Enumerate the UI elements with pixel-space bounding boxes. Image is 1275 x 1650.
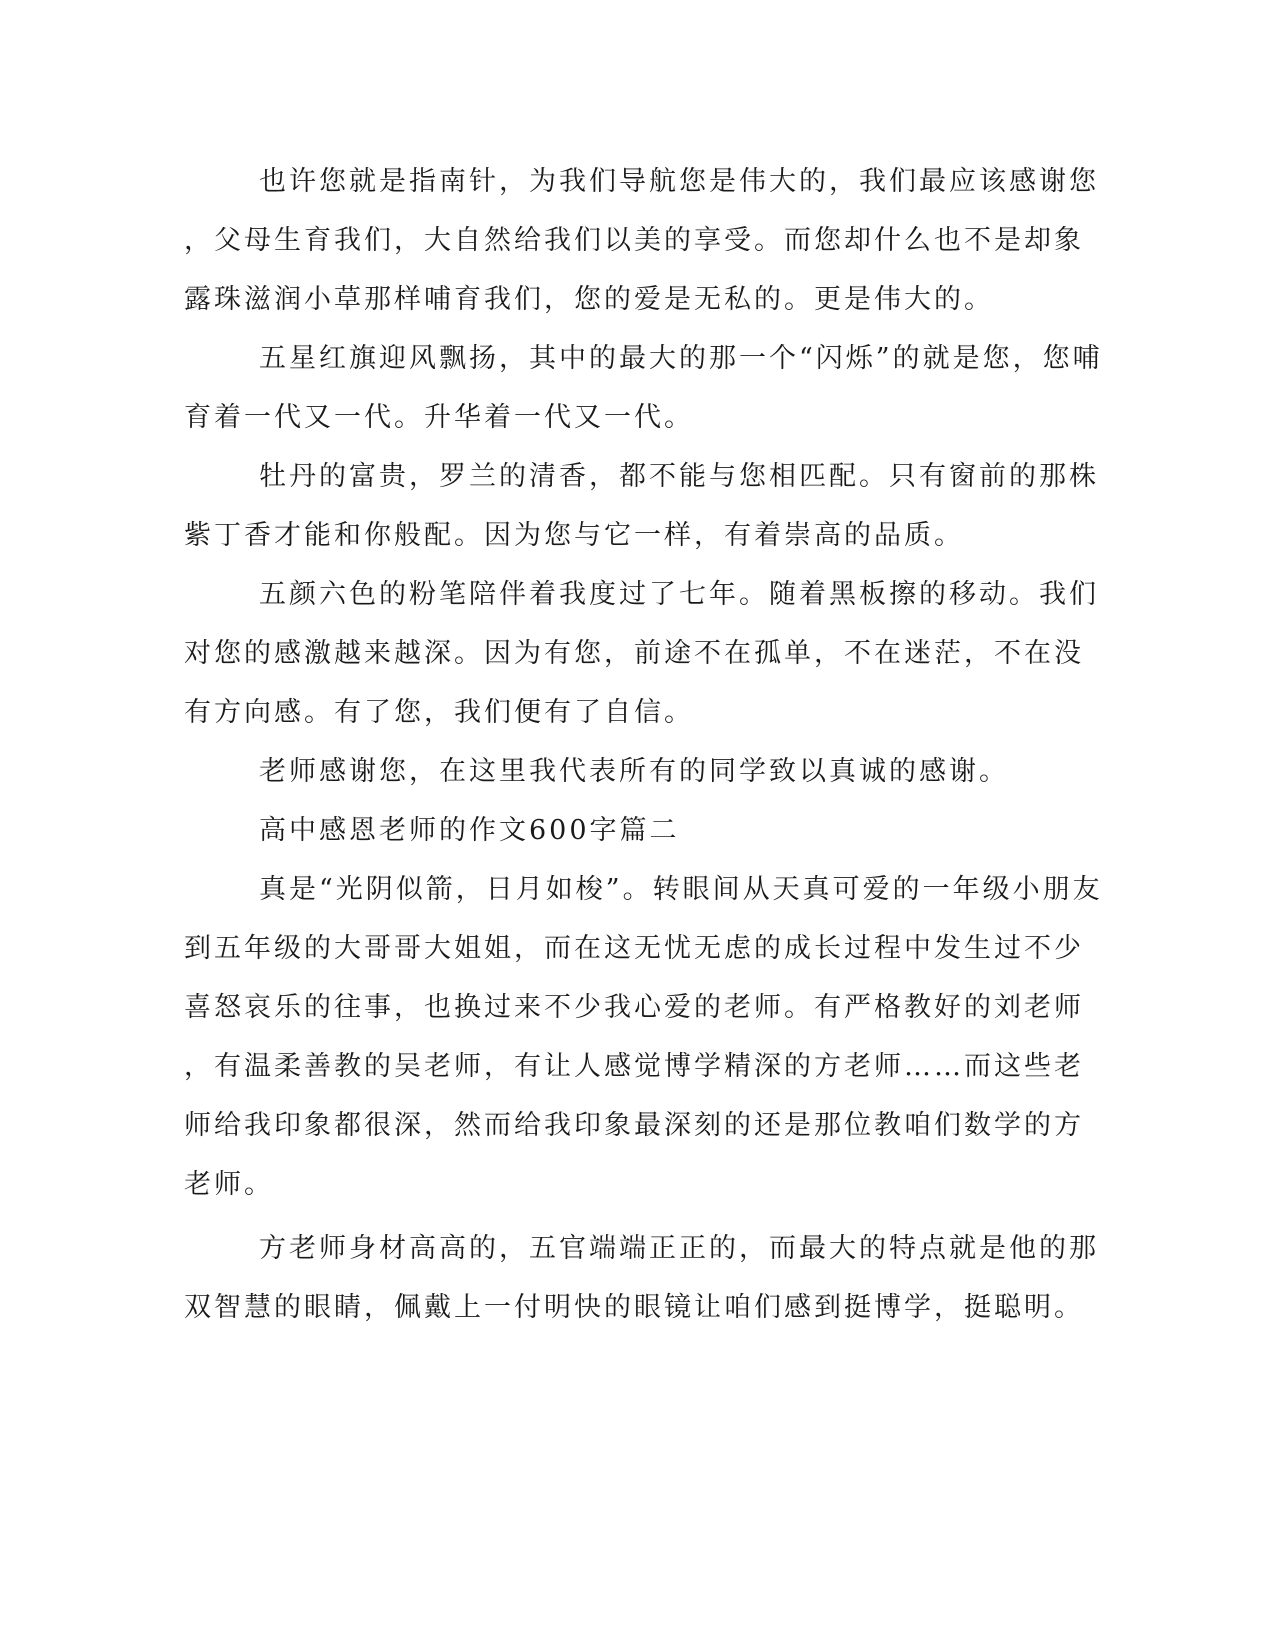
text-line: 对您的感激越来越深。因为有您，前途不在孤单，不在迷茫，不在没 (184, 638, 1084, 669)
text-line: 老师感谢您，在这里我代表所有的同学致以真诚的感谢。 (259, 756, 1009, 787)
text-line: ，父母生育我们，大自然给我们以美的享受。而您却什么也不是却象 (184, 225, 1084, 256)
text-line: 育着一代又一代。升华着一代又一代。 (184, 402, 694, 433)
text-line: ，有温柔善教的吴老师，有让人感觉博学精深的方老师……而这些老 (184, 1051, 1084, 1082)
text-line: 老师。 (184, 1169, 274, 1200)
text-line: 紫丁香才能和你般配。因为您与它一样，有着崇高的品质。 (184, 520, 964, 551)
section-heading: 高中感恩老师的作文600字篇二 (259, 815, 680, 846)
text-line: 五星红旗迎风飘扬，其中的最大的那一个“闪烁”的就是您，您哺 (259, 343, 1103, 374)
document-body (184, 152, 1103, 1337)
text-line: 方老师身材高高的，五官端端正正的，而最大的特点就是他的那 (259, 1233, 1099, 1264)
text-line: 露珠滋润小草那样哺育我们，您的爱是无私的。更是伟大的。 (184, 284, 994, 315)
text-line: 师给我印象都很深，然而给我印象最深刻的还是那位教咱们数学的方 (184, 1110, 1084, 1141)
text-line: 真是“光阴似箭，日月如梭”。转眼间从天真可爱的一年级小朋友 (259, 874, 1103, 905)
text-line: 喜怒哀乐的往事，也换过来不少我心爱的老师。有严格教好的刘老师 (184, 992, 1084, 1023)
text-line: 有方向感。有了您，我们便有了自信。 (184, 697, 694, 728)
text-line: 双智慧的眼睛，佩戴上一付明快的眼镜让咱们感到挺博学，挺聪明。 (184, 1292, 1084, 1323)
text-line: 五颜六色的粉笔陪伴着我度过了七年。随着黑板擦的移动。我们 (259, 579, 1099, 610)
text-line: 牡丹的富贵，罗兰的清香，都不能与您相匹配。只有窗前的那株 (259, 461, 1099, 492)
text-line: 到五年级的大哥哥大姐姐，而在这无忧无虑的成长过程中发生过不少 (184, 933, 1084, 964)
text-line: 也许您就是指南针，为我们导航您是伟大的，我们最应该感谢您 (259, 166, 1099, 197)
